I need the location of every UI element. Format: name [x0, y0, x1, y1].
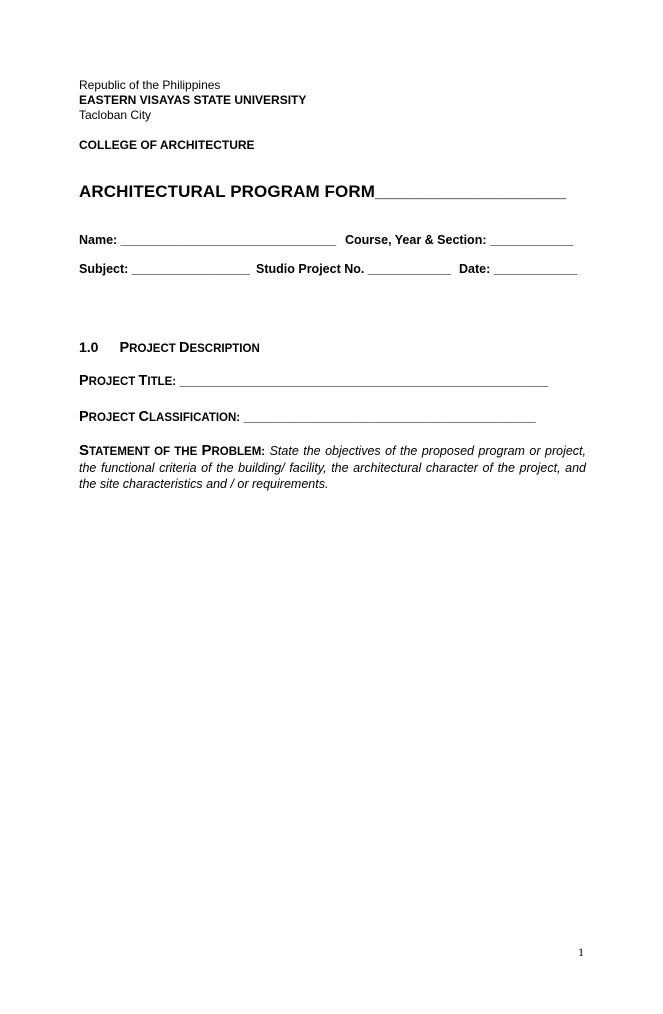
label-initial: S: [79, 442, 90, 459]
label-initial: T: [138, 373, 148, 389]
project-classification-field: [79, 408, 536, 426]
label-initial: P: [201, 442, 212, 459]
label-rest: ITLE:: [147, 376, 177, 388]
subject-field: Subject: _________________: [79, 262, 250, 276]
label-rest: ROJECT: [88, 376, 139, 388]
label-rest: TATEMENT OF THE: [89, 446, 202, 458]
course-field: Course, Year & Section: ____________: [345, 233, 574, 247]
section-title-rest-1: ROJECT: [129, 343, 179, 355]
project-title-field: [79, 372, 548, 390]
form-title: ARCHITECTURAL PROGRAM FORM____________________: [79, 182, 567, 201]
name-field: Name: _______________________________: [79, 233, 337, 247]
college-name: COLLEGE OF ARCHITECTURE: [79, 138, 255, 152]
date-field: Date: ____________: [459, 262, 578, 276]
studio-project-field: Studio Project No. ____________: [256, 262, 452, 276]
section-heading: [79, 339, 260, 357]
blank-line: __________________________________________: [240, 410, 536, 424]
label-rest: ROBLEM:: [211, 446, 266, 458]
statement-of-problem: [79, 443, 586, 492]
statement-instructions: State the objectives of the proposed program or project, the functional criteria of the building/ facility, the architectural character of the project, and the site characteristics and / or requirements.: [79, 444, 586, 491]
section-title-initial-1: P: [119, 340, 130, 356]
section-title-initial-2: D: [178, 340, 190, 356]
label-rest: LASSIFICATION:: [149, 412, 241, 424]
label-initial: P: [79, 373, 89, 389]
city-line: Tacloban City: [79, 108, 152, 122]
label-initial: P: [79, 409, 89, 425]
section-title-rest-2: ESCRIPTION: [189, 343, 260, 355]
country-line: Republic of the Philippines: [79, 78, 221, 92]
section-number: 1.0: [79, 339, 99, 355]
label-initial: C: [138, 409, 149, 425]
page-number: 1: [578, 945, 584, 959]
blank-line: _____________________________________________________: [176, 374, 549, 388]
label-rest: ROJECT: [88, 412, 139, 424]
university-name: EASTERN VISAYAS STATE UNIVERSITY: [79, 93, 307, 107]
